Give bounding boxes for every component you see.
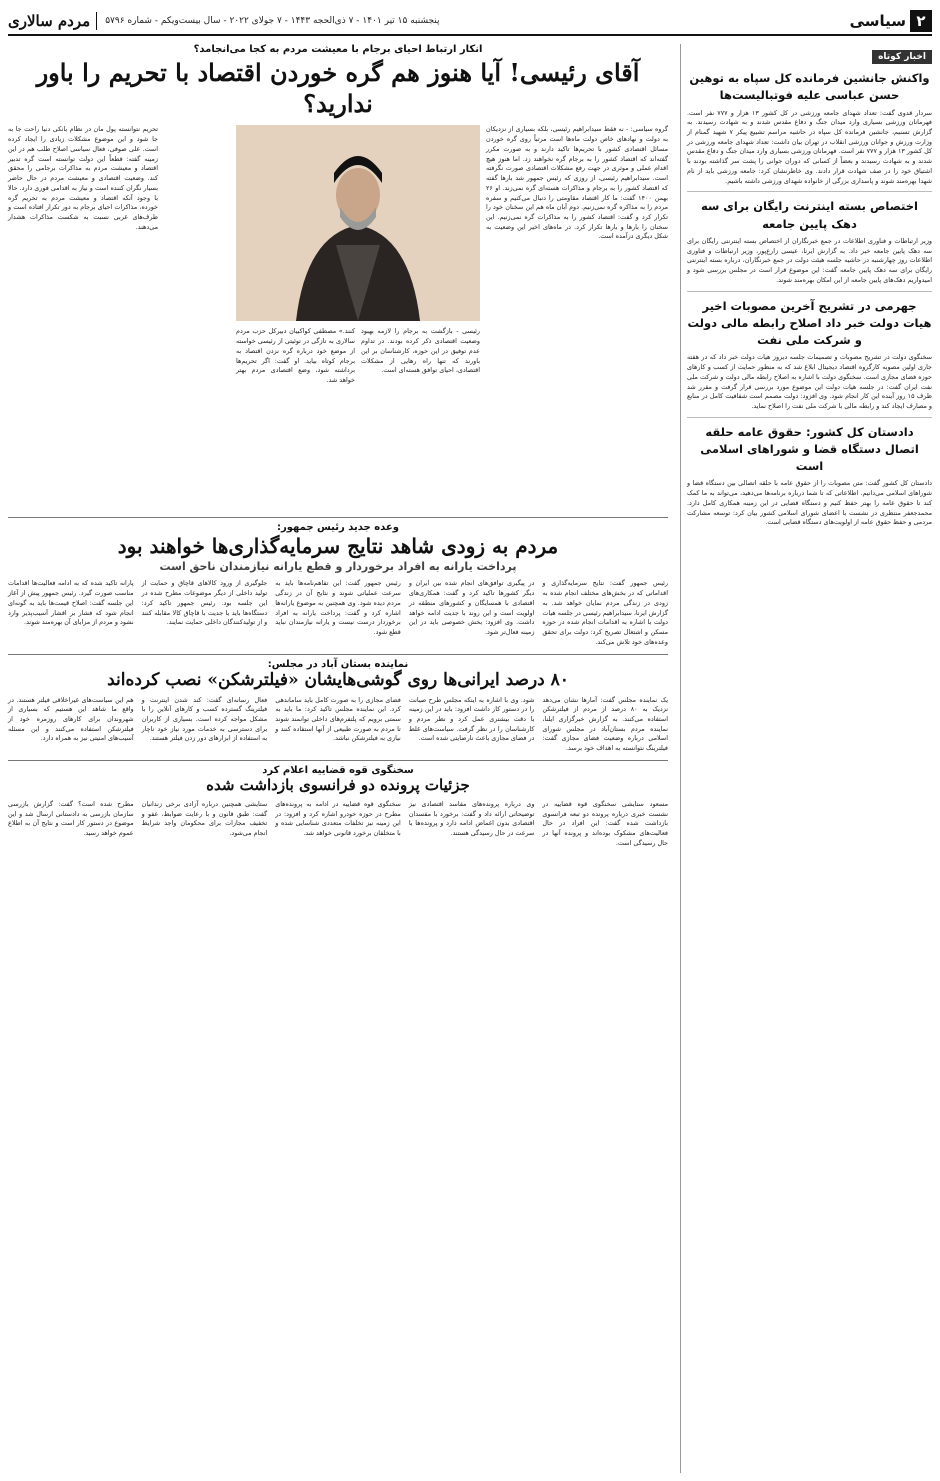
story-kicker: وعده جدید رئیس جمهور: [277,522,399,534]
page-header [8,8,932,36]
story-column: پارانه تاکید شده که به ادامه فعالیت‌ها اقدامات مناسب صورت گیرد. رئیس جمهور پیش از آغاز این جلسه گفت: اصلاح قیمت‌ها باید به گونه‌ای انجام شود که فشار بر اقشار آسیب‌پذیر وارد نشود و مردم از مزایای آن بهره‌مند شوند. [8,579,134,627]
story-columns [8,800,668,849]
divider [8,654,668,655]
brief-news-tag: اخبار کوتاه [872,50,932,64]
lead-kicker: انکار ارتباط احیای برجام با معیشت مردم به کجا می‌انجامد؟ [193,44,483,55]
brief-story-body: سردار قدوی گفت: تعداد شهدای جامعه ورزشی در کل کشور ۱۳ هزار و ۷۷۷ نفر است. فهرمانان ورزشی بسیاری وارد میدان جنگ و دفاع مقدس شدند و به شهادت رسیدند. به گزارش تسنیم، جانشین فرمانده کل سپاه در حاشیه مراسم تشییع پیکر ۷ شهید گمنام از وزارت ورزش و جوانان ورزشی انقلاب در تهران بیان داشت: تعداد شهدای جامعه ورزشی در کل کشور ۱۳ هزار و ۷۷۷ نفر است. فهرمانان ورزشی بسیاری وارد میدان جنگ و دفاع مقدس شدند و به شهادت رسیدند و بعضاً از کسانی که دوران جوانی را پشت سر گذاشته بودند با اشتیاق خود را در صف شهادت قرار دادند. وی خاطرنشان کرد: جامعه ورزشی باید از نام شهدا بهره‌مند شوند و پاسداری بزرگی از خانواده شهدای ورزشی داشته باشیم. [687,108,933,185]
story-filter-breaker [8,659,668,754]
president-photo [236,125,480,321]
header-left [8,12,440,30]
story-column: فعال رسانه‌ای گفت: کند شدن اینترنت و فیلترینگ گسترده کسب و کارهای آنلاین را با مشکل مواجه کرده است. بسیاری از کاربران برای دسترسی به خدمات مورد نیاز خود ناچار به استفاده از ابزارهای دور زدن فیلتر هستند. [141,695,268,743]
photo-columns [236,327,480,385]
issue-dateline: پنجشنبه ۱۵ تیر ۱۴۰۱ - ۷ ذی‌الحجه ۱۴۴۳ - ۷ جولای ۲۰۲۲ - سال بیست‌ویکم - شماره ۵۷۹۶ [105,16,440,26]
story-column: جلوگیری از ورود کالاهای قاچاق و حمایت از تولید داخلی از دیگر موضوعات مطرح شده در این جلسه بود. رئیس جمهور تاکید کرد: دستگاه‌ها باید با جدیت با قاچاق کالا مقابله کنند و از تولیدکنندگان داخلی حمایت نمایند. [141,579,268,627]
brief-story-body: دادستان کل کشور گفت: متن مصوبات را از حقوق عامه با حلقه اتصالی بین دستگاه قضا و شوراهای اسلامی می‌دانیم. اطلاعاتی که تا شما درباره برنامه‌ها می‌دهید، می‌تواند به ما کمک کند تا حقوق عامه را بهتر حفظ کنیم و دستگاه قضایی در این زمینه همکاری کامل دارد. محمدجعفر منتظری در نشست با اعضای شورای اسلامی کشور بیان کرد: توسعه مشارکت مردمی و حفظ حقوق عامه از اولویت‌های دستگاه قضایی است. [687,479,932,527]
portrait-illustration [236,125,480,321]
photo-column: کنند.» مصطفی کواکبیان دبیرکل حزب مردم سالاری به تازگی در توئیتی از رئیسی خواسته از موضع خود درباره گره نزدن اقتصاد به برجام کوتاه بیاید. او گفت: اگر تحریم‌ها برداشته شود، وضع اقتصادی مردم بهتر خواهد شد. [236,327,355,385]
lead-story-body [8,125,668,517]
story-column: مسعود ستایشی سخنگوی قوه قضاییه در نشست خبری درباره پرونده دو تبعه فرانسوی بازداشت شده گفت: این افراد در حال فعالیت‌های مشکوک بوده‌اند و پرونده آنها در حال رسیدگی است. [542,799,668,847]
story-column: رئیس جمهور گفت: این تفاهم‌نامه‌ها باید به سرعت عملیاتی شوند و نتایج آن در زندگی مردم دیده شود. وی همچنین به موضوع یارانه‌ها اشاره کرد و گفت: پرداخت یارانه به افراد برخوردار درست نیست و یارانه نیازمندان نباید قطع شود. [275,579,401,637]
story-column: شود. وی با اشاره به اینکه مجلس طرح صیانت را در دستور کار داشت افزود: باید در این زمینه با دقت بیشتری عمل کرد و نظر مردم و کارشناسان را در نظر گرفت. سیاست‌های غلط در فضای مجازی باعث نارضایتی شده است. [408,695,535,743]
story-column: سخنگوی قوه قضاییه در ادامه به پرونده‌های مطرح در حوزه خودرو اشاره کرد و افزود: در این زمینه نیز تخلفات متعددی شناسایی شده و با متخلفان برخورد قانونی خواهد شد. [275,799,401,838]
brief-story-title: دادستان کل کشور: حقوق عامه حلقه اتصال دستگاه قضا و شوراهای اسلامی است [700,424,919,474]
section-label [850,10,932,32]
brief-story-body: وزیر ارتباطات و فناوری اطلاعات در جمع خبرنگاران از اختصاص بسته اینترنتی رایگان برای سه دهک پایین جامعه خبر داد. به گزارش ایرنا، عیسی زارع‌پور، وزیر ارتباطات و فناوری اطلاعات روز چهارشنبه در حاشیه جلسه هیئت دولت در جمع خبرنگاران، درباره بسته اینترنتی رایگان برای سه دهک پایین جامعه گفت: این موضوع قرار است در مجلس بررسی شود و امیدواریم دهک‌های پایین جامعه از این امکان بهره‌مند شوند. [687,236,932,284]
story-kicker: نماینده بستان آباد در مجلس: [267,658,409,670]
story-column: هم این سیاست‌های غیراخلاقی فیلتر هستند. در واقع ما شاهد این هستیم که بسیاری از شهروندان برای کارهای روزمره خود از فیلترشکن استفاده می‌کنند و این مسئله آسیب‌های امنیتی نیز به همراه دارد. [8,695,134,743]
story-column: ستایشی همچنین درباره آزادی برخی زندانیان گفت: طبق قانون و با رعایت ضوابط، عفو و تخفیف مجازات برای محکومان واجد شرایط انجام می‌شود. [141,799,268,838]
story-column: یک نماینده مجلس گفت: آمارها نشان می‌دهد نزدیک به ۸۰ درصد از مردم از فیلترشکن استفاده می‌کنند. به گزارش خبرگزاری ایلنا، نماینده مردم بستان‌آباد در مجلس شورای اسلامی درباره وضعیت فضای مجازی گفت: فیلترینگ نتوانسته به اهداف خود برسد. [542,695,668,753]
story-president-promise [8,522,668,647]
divider [687,191,932,192]
story-column: مطرح شده است؟ گفت: گزارش بازرسی سازمان بازرسی به دادستانی ارسال شد و این موضوع در دستور کار است و نتایج آن به اطلاع عموم خواهد رسید. [8,799,134,838]
story-judiciary [8,765,668,849]
story-columns [8,696,668,754]
divider [687,291,932,292]
story-subhead: پرداخت یارانه به افراد برخوردار و قطع یارانه نیازمندان ناحق است [159,560,517,574]
lead-column-left: تحریم نتوانسته پول مان در نظام بانکی دنیا راحت جا به جا شود و این موضوع مشکلات زیادی را ایجاد کرده است. علی صوفی، فعال سیاسی اصلاح طلب هم در این زمینه گفته: قطعاً این دولت توانسته است گره تدبیر اقتصاد و معیشت مردم به مذاکرات برجامی را محقق کند. وضعیت اقتصادی و معیشت مردم در حال حاضر بسیار نگران کننده است و نیاز به اقدامی فوری دارد. حالا با وجود آنکه اقتصاد و معیشت مردم به تحریم گره خورده، مذاکرات احیای برجام به دور تکرار افتاده است و طرف‌های غربی نسبت به شکست مذاکرات هشدار می‌دهند. [8,125,158,231]
brief-story-title: واکنش جانشین فرمانده کل سپاه به توهین حسن عباسی علیه فوتبالیست‌ها [689,71,930,103]
brief-story-body: سخنگوی دولت در تشریح مصوبات و تصمیمات جلسه دیروز هیات دولت خبر داد که در هفته جاری اولین مصوبه کارگروه اقتصاد دیجیتال ابلاغ شد که به منظور حمایت از کسب و کارهای حوزه فضای مجازی است. سخنگوی دولت با اشاره به اصلاح رابطه مالی دولت و شرکت ملی نفت ایران گفت: در جلسه هیات دولت این موضوع مورد بررسی قرار گرفت و مقرر شد ظرف ۱۵ روز آینده این کار انجام شود. وی افزود: دولت مصمم است شفافیت کامل در منابع و مصارف ایجاد کند و رابطه مالی با شرکت ملی نفت را اصلاح نماید. [687,353,932,410]
page-number: ۲ [910,10,932,32]
section-name: سیاسی [849,12,906,30]
brief-story-4 [687,424,932,528]
brief-story-title: اختصاص بسته اینترنت رایگان برای سه دهک پایین جامعه [701,199,918,231]
lead-story [8,44,668,517]
lead-headline: آقای رئیسی! آیا هنوز هم گره خوردن اقتصاد با تحریم را باور ندارید؟ [36,58,640,119]
story-column: وی درباره پرونده‌های مفاسد اقتصادی نیز توضیحاتی ارائه داد و گفت: برخورد با مفسدان اقتصادی بدون اغماض ادامه دارد و پرونده‌ها با سرعت در حال رسیدگی هستند. [408,799,535,838]
brief-story-3 [687,298,932,412]
brief-story-2 [687,198,932,285]
news-brief-column [680,44,932,1473]
story-column: در پیگیری توافق‌های انجام شده بین ایران و دیگر کشورها تاکید کرد و گفت: همکاری‌های اقتصادی با همسایگان و کشورهای منطقه در اولویت است و این روند با جدیت ادامه خواهد داشت. وی افزود: بخش خصوصی باید در این زمینه فعال‌تر شود. [408,579,535,637]
story-headline: مردم به زودی شاهد نتایج سرمایه‌گذاری‌ها خواهند بود [117,534,559,559]
newspaper-masthead: مردم سالاری [8,12,97,30]
divider [8,760,668,761]
divider [687,417,932,418]
story-kicker: سخنگوی قوه قضاییه اعلام کرد [262,764,414,776]
main-content [8,44,668,1473]
lead-column-right: گروه سیاسی: - نه فقط سیدابراهیم رئیسی، بلکه بسیاری از نزدیکان به دولت و نهادهای خاص دولت ماه‌ها است مرتباً روی گره خوردن مسائل اقتصادی کشور با تحریم‌ها تاکید دارند و به صورت مکرر گفته‌اند که اقتصاد کشور را به برجام گره نخواهند زد. اما هنوز هیچ اقدام عملی و موثری در جهت رفع مشکلات اقتصادی صورت نگرفته است. سیدابراهیم رئیسی، از روزی که رئیس جمهور شد بارها گفته که اقتصاد کشور را به برجام و مذاکرات هسته‌ای گره نمی‌زند. او ۲۶ بهمن ۱۴۰۰ گفت: ما کار اقتصاد مقاومتی را دنبال می‌کنیم و سفره مردم را به مذاکره گره نمی‌زنیم. دوم آبان ماه هم این سخنان خود را تکرار کرد و گفت: اقتصاد کشور را به مذاکرات گره نمی‌زنیم. این سخنان را بارها و بارها تکرار کرد. در ماه‌های اخیر این وضعیت به شکل دیگری درآمده است. [486,125,668,241]
story-headline: ۸۰ درصد ایرانی‌ها روی گوشی‌هایشان «فیلترشکن» نصب کرده‌اند [107,669,569,690]
photo-column: رئیسی - بازگشت به برجام را لازمه بهبود وضعیت اقتصادی ذکر کرده بودند. در تداوم عدم توفیق در این حوزه، کارشناسان بر این باورند که تنها راه رهایی از مشکلات اقتصادی، احیای توافق هسته‌ای است. [361,327,480,375]
story-columns [8,579,668,647]
divider [8,517,668,518]
story-headline: جزئیات پرونده دو فرانسوی بازداشت شده [206,775,470,794]
story-column: فضای مجازی را به صورت کامل باید ساماندهی کرد. این نماینده مجلس تاکید کرد: ما باید به سمتی برویم که پلتفرم‌های داخلی توانمند شوند تا مردم به صورت طبیعی از آنها استفاده کنند و نیازی به فیلترشکن نباشد. [275,695,401,743]
brief-story-title: جهرمی در تشریح آخرین مصوبات اخیر هیات دولت خبر داد اصلاح رابطه مالی دولت و شرکت ملی نفت [687,298,932,348]
brief-story-1 [687,70,932,186]
story-column: رئیس جمهور گفت: نتایج سرمایه‌گذاری و اقداماتی که در بخش‌های مختلف انجام شده به زودی در زندگی مردم نمایان خواهد شد. به گزارش ایرنا، سیدابراهیم رئیسی در جلسه هیات دولت با اشاره به اقدامات انجام شده در حوزه مسکن و اشتغال تصریح کرد: دولت برای تحقق وعده‌های خود تلاش می‌کند. [542,579,668,646]
